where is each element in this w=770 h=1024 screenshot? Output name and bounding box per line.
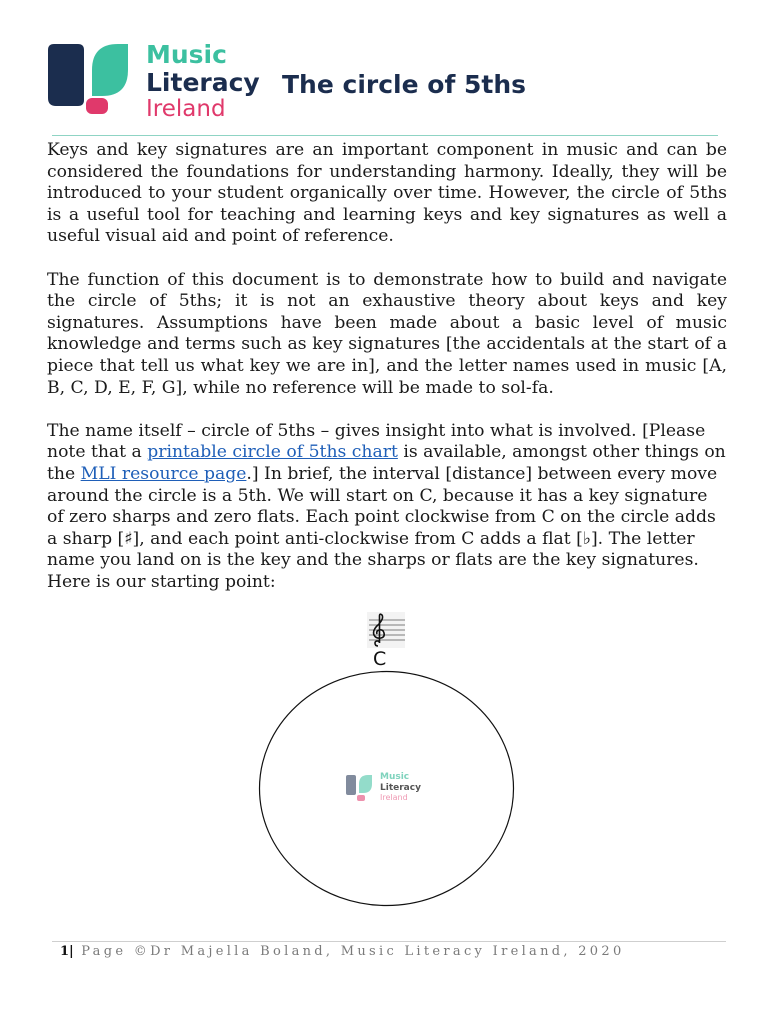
paragraph-name-text-c: .] In brief, the interval [distance] between every move around the circle is a 5th. We will start on C, because it has a key signature of zero sharps and zero flats. Each point clockwise from C on the circle adds a sharp [♯], and each point anti-clockwise from C adds a flat [♭]. The letter name you land on is the key and the sharps or flats are the key signatures. (47, 463, 718, 571)
footer-divider (52, 941, 726, 942)
page-title: The circle of 5ths (282, 70, 527, 99)
printable-chart-link[interactable]: printable circle of 5ths chart (147, 442, 398, 463)
footer-separator: | (69, 944, 74, 959)
logo-line-music: Music (146, 40, 227, 69)
header-divider (52, 135, 718, 136)
watermark-line-literacy: Literacy (380, 783, 421, 793)
logo-line-literacy: Literacy (146, 68, 260, 97)
footer-copyright: Page ©Dr Majella Boland, Music Literacy Ireland, 2020 (73, 944, 625, 959)
mli-resource-page-link[interactable]: MLI resource page (80, 463, 247, 484)
logo-line-ireland: Ireland (146, 96, 226, 122)
start-key-label: C (373, 648, 387, 670)
treble-clef-staff (367, 612, 405, 648)
paragraph-name-text-a: The name itself – circle of 5ths – gives insight into what is involved. [Please note that a (47, 420, 706, 463)
paragraph-function: The function of this document is to demonstrate how to build and navigate the circle of 5ths; it is not an exhaustive theory about keys and key signatures. Assumptions have been made about a basic level of music knowledge and terms such as key signatures [the accidentals at the start of a piece that tell us what key we are in], and the letter names used in music [A, B, C, D, E, F, G], while no reference will be made to sol-fa. (47, 269, 727, 398)
paragraph-intro: Keys and key signatures are an important component in music and can be considered the foundations for understanding harmony. Ideally, they will be introduced to your student organically over time. However, the circle of 5ths is a useful tool for teaching and learning keys and key signatures as well a useful visual aid and point of reference. (47, 140, 727, 247)
paragraph-starting-point: Here is our starting point: (47, 571, 276, 592)
document-body (47, 140, 727, 593)
page-number: 1 (60, 944, 70, 959)
watermark-line-music: Music (380, 772, 410, 782)
paragraph-name-text-b: is available, amongst other things on the (47, 442, 726, 484)
watermark-logo (345, 772, 427, 806)
paragraph-name (47, 421, 727, 572)
watermark-line-ireland: Ireland (380, 793, 408, 802)
header (46, 40, 736, 122)
music-literacy-ireland-logo (46, 40, 134, 118)
page-footer (60, 944, 625, 959)
